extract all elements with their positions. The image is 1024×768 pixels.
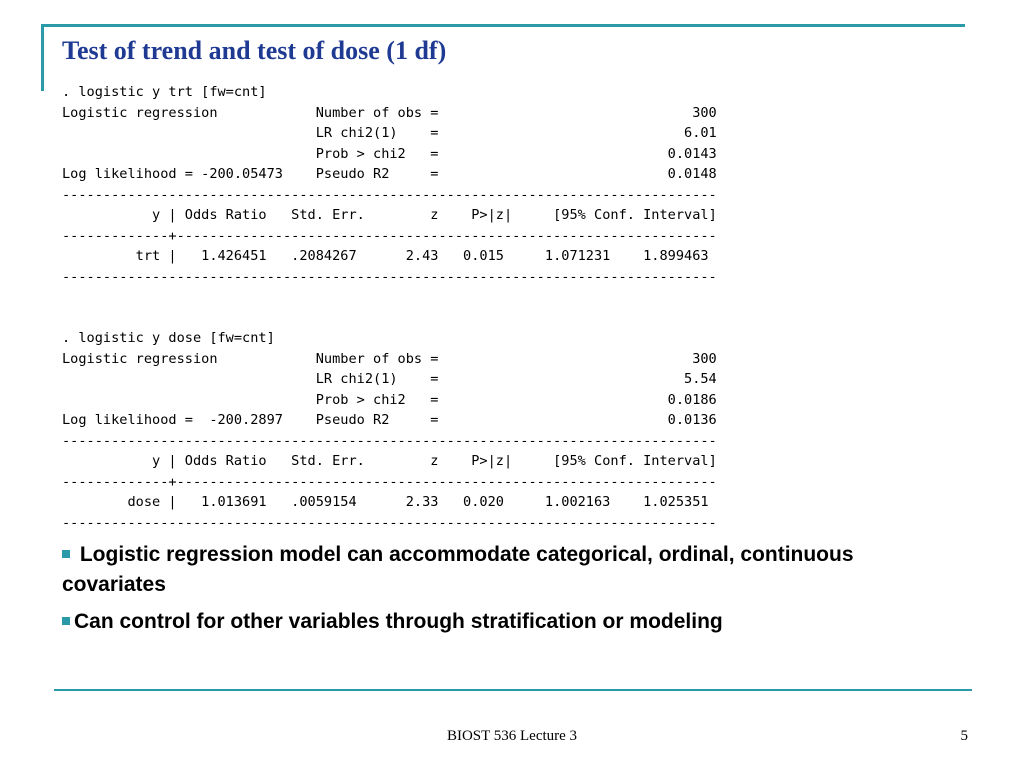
stat-label: Number of obs bbox=[315, 104, 431, 121]
col-header: [95% Conf. Interval] bbox=[512, 207, 717, 223]
dashed-rule: -------------------------------------------------------------------------------- bbox=[62, 186, 717, 203]
stat-label: Pseudo R2 bbox=[315, 166, 431, 182]
table-cell: 1.071231 bbox=[503, 248, 611, 264]
stat-equals: = bbox=[430, 350, 439, 367]
col-header: Odds Ratio bbox=[184, 453, 267, 469]
page-number: 5 bbox=[960, 728, 968, 744]
stat-value: 300 bbox=[438, 350, 717, 367]
stat-equals: = bbox=[430, 145, 439, 162]
table-cell: 1.899463 bbox=[610, 248, 709, 264]
bullet-text: Can control for other variables through stratification or modeling bbox=[74, 610, 723, 633]
row-var-label: trt | bbox=[62, 248, 185, 264]
stata-line bbox=[62, 125, 717, 141]
col-header: P>|z| bbox=[438, 207, 513, 223]
dep-var-label: y | bbox=[62, 207, 185, 223]
stat-equals: = bbox=[430, 166, 439, 182]
stat-value: 0.0186 bbox=[438, 391, 717, 408]
table-cell: 1.426451 bbox=[184, 248, 267, 264]
coef-table-row bbox=[62, 248, 709, 264]
stat-label: Pseudo R2 bbox=[315, 412, 431, 428]
stata-output-block bbox=[62, 328, 717, 533]
stat-label: Number of obs bbox=[315, 350, 431, 367]
stat-label: Prob > chi2 bbox=[315, 145, 431, 162]
table-cell: 0.020 bbox=[438, 494, 504, 510]
coef-table-row bbox=[62, 494, 709, 510]
left-accent-rule bbox=[41, 24, 44, 91]
stata-line bbox=[62, 146, 717, 162]
dep-var-label: y | bbox=[62, 453, 185, 469]
stata-line: Logistic regression Number of obs = 300 bbox=[62, 104, 717, 121]
col-header: z bbox=[364, 207, 439, 223]
table-cell: 1.013691 bbox=[184, 494, 267, 510]
dashed-rule: -------------------------------------------------------------------------------- bbox=[62, 268, 717, 285]
coef-table-header bbox=[62, 207, 717, 223]
stata-line bbox=[62, 371, 717, 387]
table-cell: 1.025351 bbox=[610, 494, 709, 510]
table-cell: .2084267 bbox=[266, 248, 357, 264]
bullet-item bbox=[62, 540, 942, 600]
stat-equals: = bbox=[430, 125, 439, 141]
dashed-rule: -------------+------------------------------------------------------------------ bbox=[62, 473, 717, 490]
stat-value: 300 bbox=[438, 104, 717, 121]
stat-value: 0.0148 bbox=[438, 166, 717, 182]
stata-line: Logistic regression Number of obs = 300 bbox=[62, 350, 717, 367]
col-header: Std. Err. bbox=[266, 207, 365, 223]
table-cell: .0059154 bbox=[266, 494, 357, 510]
stata-command: . logistic y dose [fw=cnt] bbox=[62, 330, 275, 346]
coef-table-header bbox=[62, 453, 717, 469]
footer-label: BIOST 536 Lecture 3 bbox=[446, 728, 578, 744]
stat-label: Prob > chi2 bbox=[315, 391, 431, 408]
table-cell: 0.015 bbox=[438, 248, 504, 264]
square-bullet-icon bbox=[62, 550, 70, 558]
col-header: Std. Err. bbox=[266, 453, 365, 469]
bullet-list bbox=[62, 540, 942, 644]
table-cell: 1.002163 bbox=[503, 494, 611, 510]
stat-label: LR chi2(1) bbox=[315, 125, 431, 141]
dashed-rule: -------------------------------------------------------------------------------- bbox=[62, 514, 717, 531]
col-header: [95% Conf. Interval] bbox=[512, 453, 717, 469]
stata-line bbox=[62, 392, 717, 408]
top-accent-rule bbox=[41, 24, 965, 27]
stat-equals: = bbox=[430, 412, 439, 428]
stata-command: . logistic y trt [fw=cnt] bbox=[62, 84, 267, 100]
stat-label: LR chi2(1) bbox=[315, 371, 431, 387]
stata-line: Log likelihood = -200.2897 Pseudo R2 = 0.0136 bbox=[62, 412, 717, 428]
col-header: Odds Ratio bbox=[184, 207, 267, 223]
bullet-text: Logistic regression model can accommodate categorical, ordinal, continuous covariates bbox=[62, 543, 854, 596]
row-var-label: dose | bbox=[62, 494, 185, 510]
stat-equals: = bbox=[430, 391, 439, 408]
stata-line: Log likelihood = -200.05473 Pseudo R2 = 0.0148 bbox=[62, 166, 717, 182]
stat-value: 0.0136 bbox=[438, 412, 717, 428]
table-cell: 2.33 bbox=[356, 494, 439, 510]
square-bullet-icon bbox=[62, 617, 70, 625]
bullet-item bbox=[62, 607, 942, 637]
stat-value: 5.54 bbox=[438, 371, 717, 387]
stat-equals: = bbox=[430, 104, 439, 121]
stat-equals: = bbox=[430, 371, 439, 387]
stat-value: 0.0143 bbox=[438, 145, 717, 162]
stata-output-block bbox=[62, 82, 717, 287]
dashed-rule: -------------+------------------------------------------------------------------ bbox=[62, 227, 717, 244]
table-cell: 2.43 bbox=[356, 248, 439, 264]
stat-value: 6.01 bbox=[438, 125, 717, 141]
col-header: P>|z| bbox=[438, 453, 513, 469]
col-header: z bbox=[364, 453, 439, 469]
slide-title: Test of trend and test of dose (1 df) bbox=[62, 36, 447, 65]
bottom-accent-rule bbox=[54, 689, 972, 691]
dashed-rule: -------------------------------------------------------------------------------- bbox=[62, 432, 717, 449]
